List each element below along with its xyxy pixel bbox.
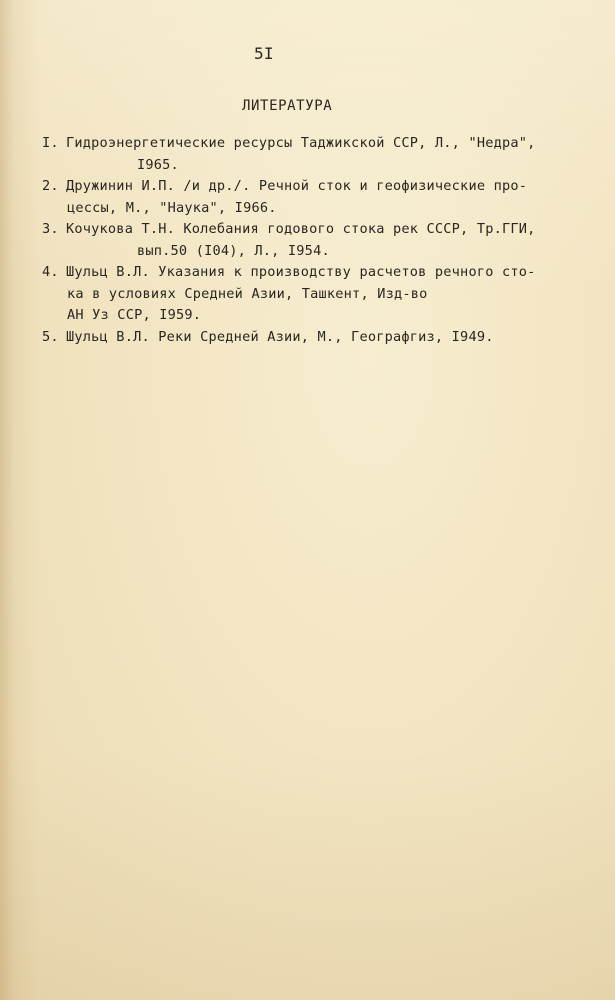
reference-continuation-line: АН Уз ССР, I959.: [67, 307, 202, 323]
bibliography-heading: ЛИТЕРАТУРА: [242, 98, 333, 114]
reference-item: [42, 176, 602, 219]
reference-text: Дружинин И.П. /и др./. Речной сток и геофизические про-: [66, 178, 528, 194]
reference-continuation-line: вып.50 (I04), Л., I954.: [137, 242, 330, 259]
reference-text: Кочукова Т.Н. Колебания годового стока рек СССР, Тр.ГГИ,: [66, 221, 536, 237]
reference-list: [42, 133, 602, 348]
reference-item: [42, 327, 602, 349]
reference-number: 5.: [42, 328, 59, 345]
reference-continuation-line: цессы, М., "Наука", I966.: [67, 199, 277, 216]
reference-text: Гидроэнергетические ресурсы Таджикской ССР, Л., "Недра",: [66, 135, 536, 151]
reference-item: [42, 219, 602, 262]
reference-line: [42, 176, 602, 198]
reference-continuation-line: ка в условиях Средней Азии, Ташкент, Изд-во: [67, 285, 428, 302]
reference-continuation-line: I965.: [137, 156, 179, 173]
reference-text: Шульц В.Л. Указания к производству расчетов речного сто-: [66, 264, 536, 280]
reference-line: [42, 133, 602, 155]
reference-line: [42, 219, 602, 241]
reference-text: Шульц В.Л. Реки Средней Азии, М., Географгиз, I949.: [66, 328, 494, 345]
reference-line: [42, 262, 602, 284]
reference-number: 2.: [42, 178, 59, 194]
page-number: 5I: [254, 44, 274, 63]
reference-item: [42, 262, 602, 327]
reference-number: I.: [42, 135, 59, 151]
reference-number: 3.: [42, 221, 59, 237]
reference-number: 4.: [42, 264, 59, 280]
reference-line: [42, 327, 602, 349]
reference-item: [42, 133, 602, 176]
